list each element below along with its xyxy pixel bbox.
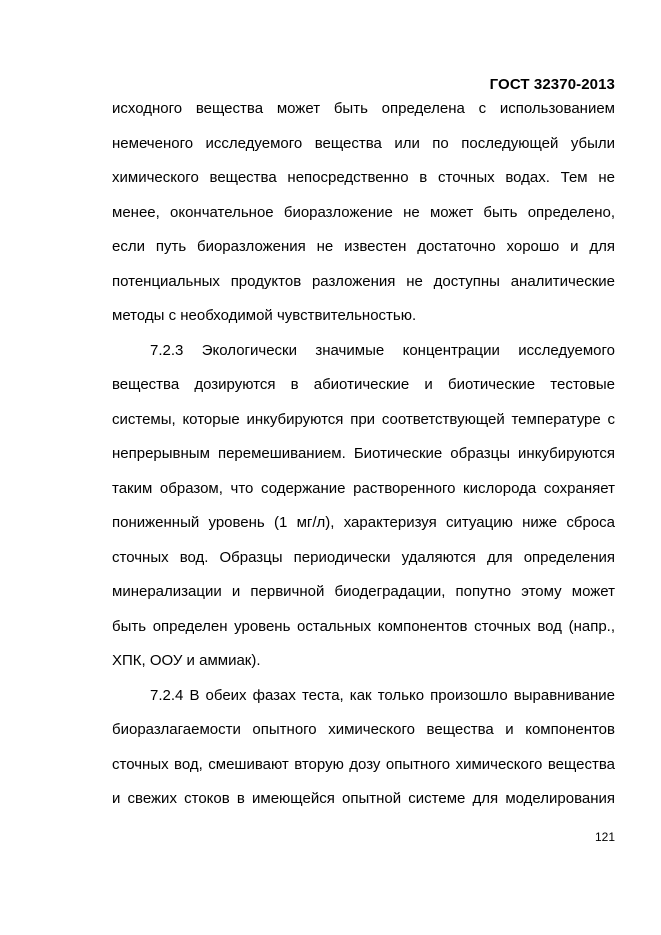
paragraph-start-7-2-3: 7.2.3 Экологически значимые концентрации исследуемого: [150, 341, 615, 359]
page-number: 121: [594, 830, 615, 844]
text-line: сточных вод, смешивают вторую дозу опытного химического вещества: [112, 755, 615, 773]
text-line: потенциальных продуктов разложения не доступны аналитические: [112, 272, 615, 290]
text-line: непрерывным перемешиванием. Биотические образцы инкубируются: [112, 445, 615, 462]
text-line: исходного вещества может быть определена с использованием: [112, 100, 615, 117]
text-line: быть определен уровень остальных компонентов сточных вод (напр.,: [112, 617, 615, 635]
text-line: пониженный уровень (1 мг/л), характеризуя ситуацию ниже сброса: [112, 514, 615, 531]
text-line: вещества дозируются в абиотические и биотические тестовые: [112, 376, 615, 393]
text-line: ХПК, ООУ и аммиак).: [112, 652, 261, 669]
document-code-header: ГОСТ 32370-2013: [489, 76, 615, 93]
document-body: [112, 92, 615, 817]
text-line: менее, окончательное биоразложение не может быть определено,: [112, 203, 615, 221]
text-line: химического вещества непосредственно в сточных водах. Тем не: [112, 169, 615, 186]
text-line: если путь биоразложения не известен достаточно хорошо и для: [112, 238, 615, 255]
text-line: и свежих стоков в имеющейся опытной системе для моделирования: [112, 790, 615, 807]
text-line: системы, которые инкубируются при соответствующей температуре с: [112, 410, 615, 428]
text-line: немеченого исследуемого вещества или по последующей убыли: [112, 134, 615, 152]
text-line: биоразлагаемости опытного химического вещества и компонентов: [112, 721, 615, 738]
paragraph-start-7-2-4: 7.2.4 В обеих фазах теста, как только произошло выравнивание: [150, 686, 615, 704]
text-line: таким образом, что содержание растворенного кислорода сохраняет: [112, 479, 615, 497]
text-line: методы с необходимой чувствительностью.: [112, 307, 417, 324]
text-line: минерализации и первичной биодеградации, попутно этому может: [112, 583, 615, 600]
text-line: сточных вод. Образцы периодически удаляются для определения: [112, 548, 615, 566]
